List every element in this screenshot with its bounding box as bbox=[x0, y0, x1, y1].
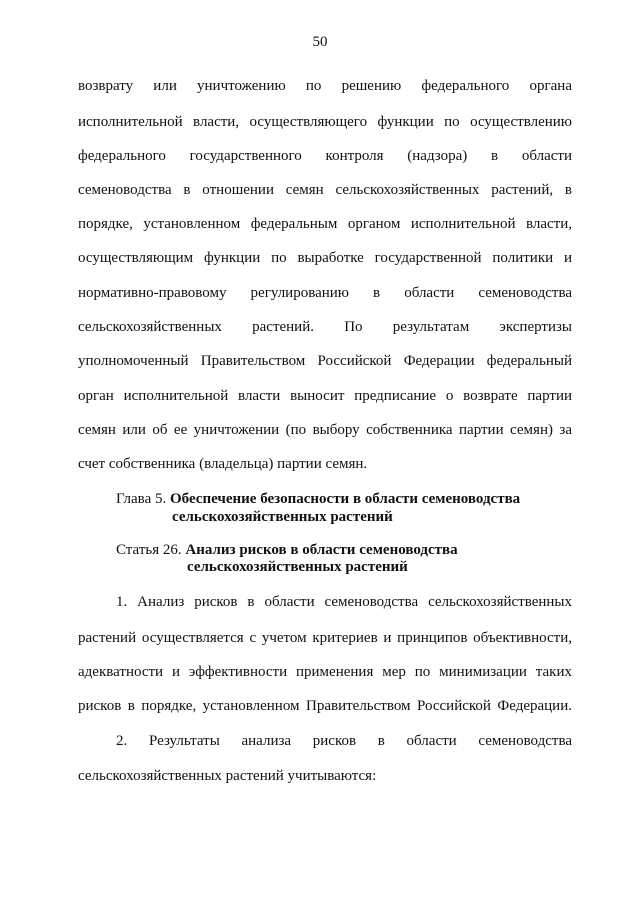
text-line: адекватности и эффективности применения мер по минимизации таких bbox=[78, 664, 572, 680]
text-line: порядке, установленном федеральным органом исполнительной власти, bbox=[78, 216, 572, 232]
text-line: осуществляющим функции по выработке государственной политики и bbox=[78, 250, 572, 266]
article-heading-line bbox=[116, 541, 458, 559]
chapter-title: Обеспечение безопасности в области семеноводства bbox=[169, 491, 521, 507]
text-line: исполнительной власти, осуществляющего функции по осуществлению bbox=[78, 114, 572, 130]
text-line: сельскохозяйственных растений. По результатам экспертизы bbox=[78, 319, 572, 335]
text-line: семян или об ее уничтожении (по выбору собственника партии семян) за bbox=[78, 422, 572, 438]
chapter-title-continued: сельскохозяйственных растений bbox=[172, 509, 393, 525]
page-number: 50 bbox=[312, 34, 328, 50]
article-title-continued: сельскохозяйственных растений bbox=[187, 559, 408, 575]
text-line: нормативно-правовому регулированию в области семеноводства bbox=[78, 285, 572, 301]
text-line: орган исполнительной власти выносит предписание о возврате партии bbox=[78, 388, 572, 404]
chapter-heading-line bbox=[172, 508, 393, 526]
article-title: Анализ рисков в области семеноводства bbox=[185, 542, 458, 558]
article-number: Статья 26. bbox=[116, 542, 182, 558]
text-line: сельскохозяйственных растений учитываются: bbox=[78, 768, 377, 784]
text-line: федерального государственного контроля (надзора) в области bbox=[78, 148, 572, 164]
text-line: семеноводства в отношении семян сельскохозяйственных растений, в bbox=[78, 182, 572, 198]
text-line: 2. Результаты анализа рисков в области семеноводства bbox=[116, 733, 572, 749]
text-line: уполномоченный Правительством Российской Федерации федеральный bbox=[78, 353, 572, 369]
chapter-number: Глава 5. bbox=[116, 491, 167, 507]
text-line: счет собственника (владельца) партии семян. bbox=[78, 456, 368, 472]
text-line: возврату или уничтожению по решению федерального органа bbox=[78, 78, 572, 94]
text-line: растений осуществляется с учетом критериев и принципов объективности, bbox=[78, 630, 572, 646]
text-line: рисков в порядке, установленном Правительством Российской Федерации. bbox=[78, 698, 572, 714]
article-heading-line bbox=[187, 558, 408, 576]
chapter-heading-line bbox=[116, 490, 520, 508]
text-line: 1. Анализ рисков в области семеноводства сельскохозяйственных bbox=[116, 594, 572, 610]
